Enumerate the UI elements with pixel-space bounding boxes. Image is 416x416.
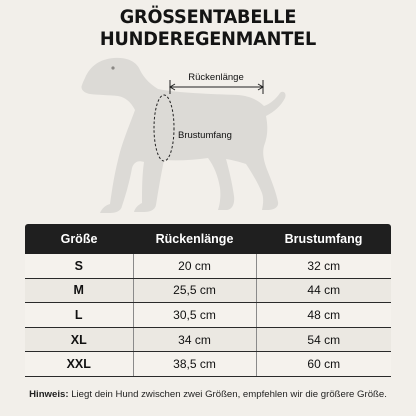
hint-note [0, 389, 416, 400]
chest-circumference-label: Brustumfang [178, 130, 232, 141]
back-length-cell: 38,5 cm [133, 352, 256, 377]
chest-circumference-cell: 54 cm [256, 327, 391, 352]
back-length-cell: 25,5 cm [133, 278, 256, 303]
table-row [25, 303, 391, 328]
table-row [25, 352, 391, 377]
size-cell: XXL [25, 352, 133, 377]
chest-circumference-cell: 44 cm [256, 278, 391, 303]
table-row [25, 327, 391, 352]
size-table [25, 224, 391, 377]
back-length-cell: 34 cm [133, 327, 256, 352]
column-header-size: Größe [25, 224, 133, 254]
table-row [25, 254, 391, 278]
chest-circumference-cell: 60 cm [256, 352, 391, 377]
table-header-row [25, 224, 391, 254]
column-header-chest-circumference: Brustumfang [256, 224, 391, 254]
size-cell: XL [25, 327, 133, 352]
size-cell: L [25, 303, 133, 328]
chest-circumference-cell: 48 cm [256, 303, 391, 328]
back-length-label: Rückenlänge [188, 72, 244, 83]
dog-eye [111, 66, 114, 69]
table-row [25, 278, 391, 303]
dog-diagram [0, 40, 416, 220]
hint-text: Liegt dein Hund zwischen zwei Größen, empfehlen wir die größere Größe. [71, 389, 387, 400]
back-length-cell: 20 cm [133, 254, 256, 278]
dog-silhouette-illustration [0, 40, 416, 220]
column-header-back-length: Rückenlänge [133, 224, 256, 254]
hint-label: Hinweis: [29, 389, 69, 400]
back-length-cell: 30,5 cm [133, 303, 256, 328]
size-cell: M [25, 278, 133, 303]
chest-circumference-cell: 32 cm [256, 254, 391, 278]
size-cell: S [25, 254, 133, 278]
page-title: GRÖSSENTABELLE HUNDEREGENMANTEL [99, 6, 317, 50]
